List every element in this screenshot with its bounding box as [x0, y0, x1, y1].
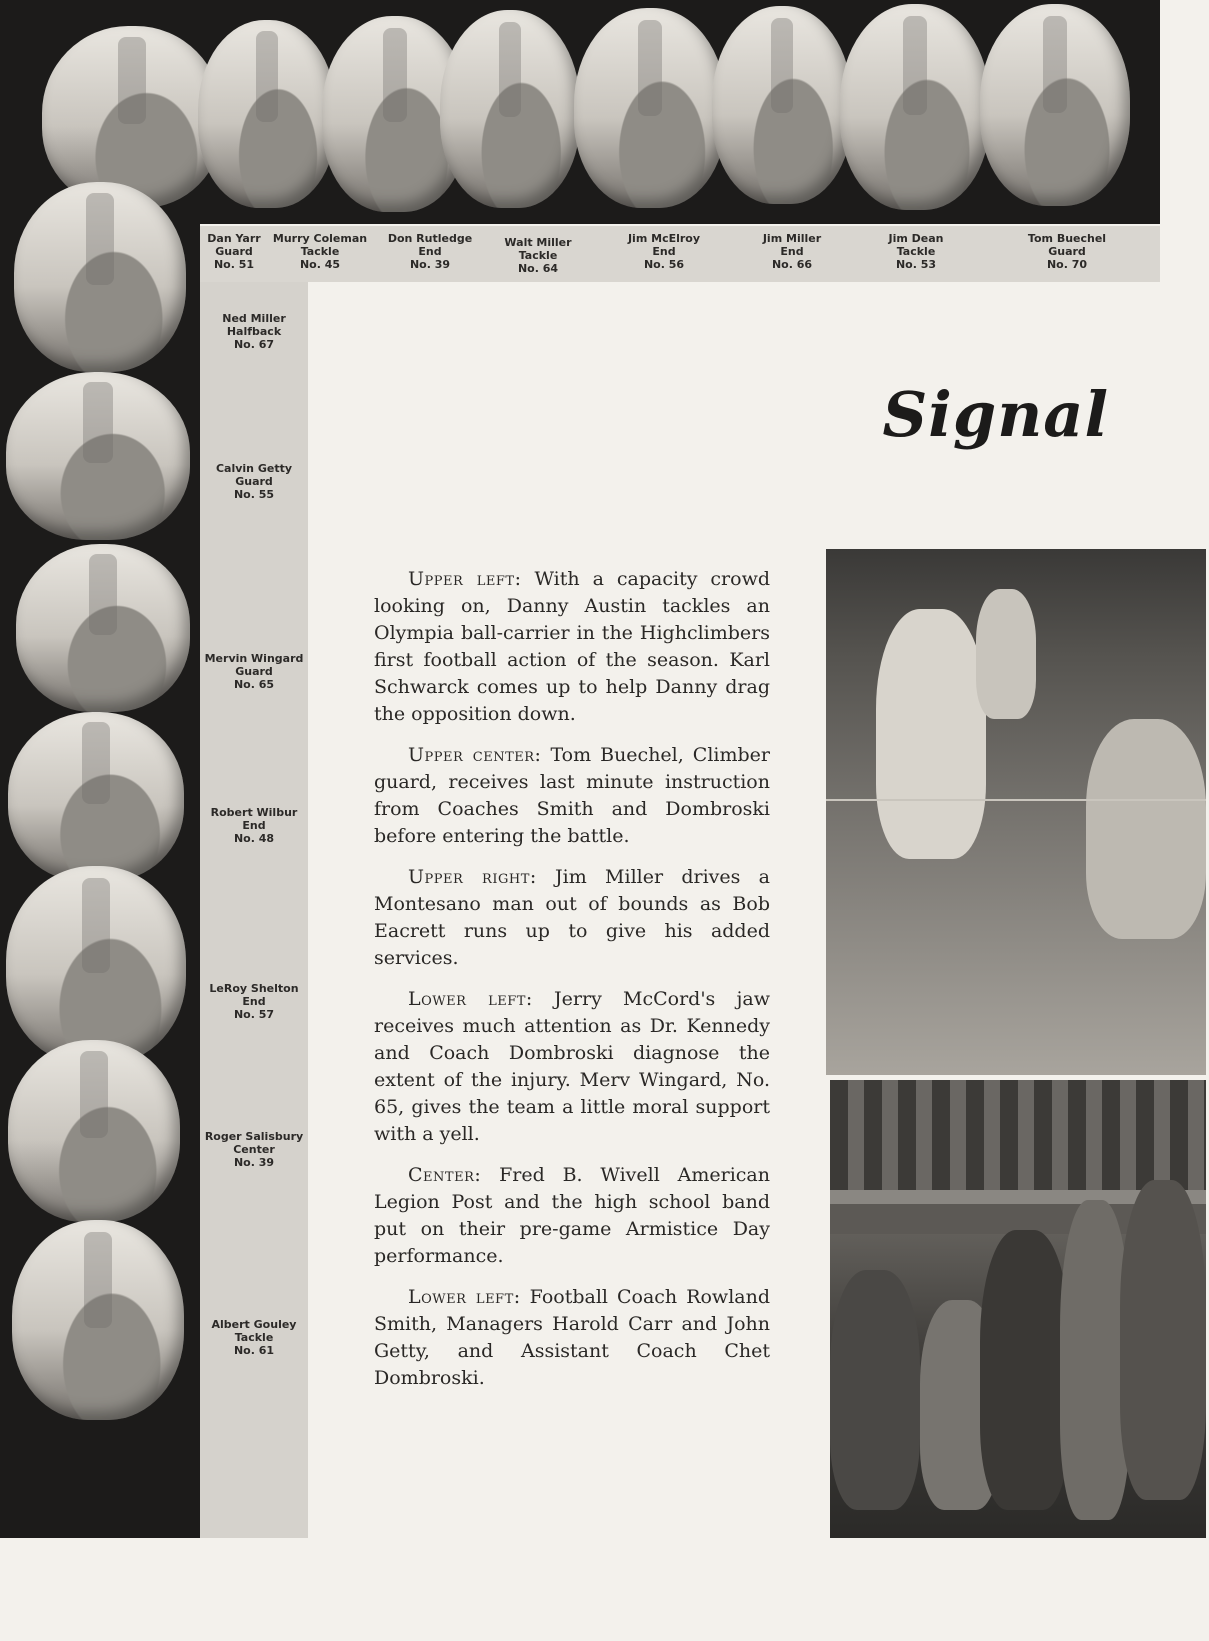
player-label [200, 652, 308, 691]
player-number: No. 55 [233, 488, 275, 501]
player-label [380, 232, 480, 271]
player-number: No. 64 [517, 262, 559, 275]
player-label [866, 232, 966, 271]
player-position: Guard [1048, 245, 1086, 258]
player-number: No. 53 [895, 258, 937, 271]
player-number: No. 39 [233, 1156, 275, 1169]
player-position: Guard [215, 245, 253, 258]
caption-text: Football Coach Rowland Smith, Managers Harold Carr and John Getty, and Assistant Coach Chet Dombroski. [374, 1286, 770, 1389]
caption-heading: Lower left: [408, 988, 533, 1010]
player-portrait [42, 26, 222, 208]
player-label [200, 462, 308, 501]
player-name: Ned Miller [222, 312, 286, 325]
caption [374, 864, 770, 972]
caption-text: With a capacity crowd looking on, Danny Austin tackles an Olympia ball-carrier in the Highclimbers first football action of the season. Karl Schwarck comes up to help Danny drag the opposition down. [374, 568, 770, 725]
player-position: Tackle [234, 1331, 274, 1344]
player-name: Calvin Getty [215, 462, 293, 475]
caption [374, 742, 770, 850]
player-label [200, 1130, 308, 1169]
caption-text: Jerry McCord's jaw receives much attention as Dr. Kennedy and Coach Dombroski diagnose the extent of the injury. Merv Wingard, No. 65, gives the team a little moral support with a yell. [374, 988, 770, 1145]
player-position: Center [233, 1143, 275, 1156]
player-portrait [840, 4, 990, 210]
player-number: No. 67 [233, 338, 275, 351]
player-number: No. 39 [409, 258, 451, 271]
player-portrait [14, 182, 186, 372]
player-position: End [780, 245, 804, 258]
player-portrait [574, 8, 726, 208]
player-label [614, 232, 714, 271]
caption-block [374, 566, 770, 1406]
player-portrait [12, 1220, 184, 1420]
player-name: LeRoy Shelton [209, 982, 299, 995]
player-number: No. 48 [233, 832, 275, 845]
player-number: No. 57 [233, 1008, 275, 1021]
player-position: End [652, 245, 676, 258]
caption-text: Fred B. Wivell American Legion Post and the high school band put on their pre-game Armistice Day performance. [374, 1164, 770, 1267]
caption-heading: Upper center: [408, 744, 542, 766]
player-label [200, 982, 308, 1021]
player-name: Jim McElroy [627, 232, 701, 245]
caption [374, 566, 770, 728]
player-position: Guard [235, 665, 273, 678]
player-portrait [440, 10, 580, 208]
caption-heading: Lower left: [408, 1286, 521, 1308]
player-portrait [8, 1040, 180, 1222]
player-label [488, 236, 588, 275]
caption [374, 1162, 770, 1270]
player-label [742, 232, 842, 271]
player-portrait [16, 544, 190, 712]
player-portrait [6, 372, 190, 540]
caption-heading: Center: [408, 1164, 482, 1186]
football-action-photo [826, 549, 1206, 1075]
player-portrait [8, 712, 184, 882]
player-position: End [242, 995, 266, 1008]
player-name: Jim Dean [888, 232, 944, 245]
player-number: No. 45 [299, 258, 341, 271]
player-label [200, 312, 308, 351]
player-portrait [198, 20, 336, 208]
player-name: Tom Buechel [1027, 232, 1107, 245]
player-name: Walt Miller [504, 236, 572, 249]
player-name: Don Rutledge [387, 232, 473, 245]
player-label [200, 1318, 308, 1357]
player-number: No. 70 [1046, 258, 1088, 271]
player-label [270, 232, 370, 271]
player-portrait [980, 4, 1130, 206]
player-position: Tackle [518, 249, 558, 262]
player-position: Guard [235, 475, 273, 488]
player-portrait [6, 866, 186, 1064]
player-portrait [712, 6, 852, 204]
player-number: No. 66 [771, 258, 813, 271]
player-label [200, 232, 268, 271]
player-number: No. 51 [213, 258, 255, 271]
player-name: Dan Yarr [207, 232, 261, 245]
caption [374, 1284, 770, 1392]
player-label [1012, 232, 1122, 271]
player-name: Roger Salisbury [204, 1130, 304, 1143]
player-position: End [242, 819, 266, 832]
player-label [200, 806, 308, 845]
caption-heading: Upper right: [408, 866, 537, 888]
player-name: Murry Coleman [272, 232, 368, 245]
player-number: No. 65 [233, 678, 275, 691]
player-position: Tackle [896, 245, 936, 258]
caption-heading: Upper left: [408, 568, 522, 590]
caption-text: Jim Miller drives a Montesano man out of bounds as Bob Eacrett runs up to give his added services. [374, 866, 770, 969]
caption-text: Tom Buechel, Climber guard, receives last minute instruction from Coaches Smith and Dombroski before entering the battle. [374, 744, 770, 847]
player-name: Mervin Wingard [204, 652, 304, 665]
player-name: Robert Wilbur [210, 806, 298, 819]
player-name: Jim Miller [762, 232, 822, 245]
player-position: End [418, 245, 442, 258]
player-number: No. 56 [643, 258, 685, 271]
player-position: Tackle [300, 245, 340, 258]
player-position: Halfback [226, 325, 282, 338]
player-name: Albert Gouley [211, 1318, 297, 1331]
page-title: Signal [882, 378, 1109, 451]
sideline-photo [830, 1080, 1206, 1538]
player-number: No. 61 [233, 1344, 275, 1357]
caption [374, 986, 770, 1148]
